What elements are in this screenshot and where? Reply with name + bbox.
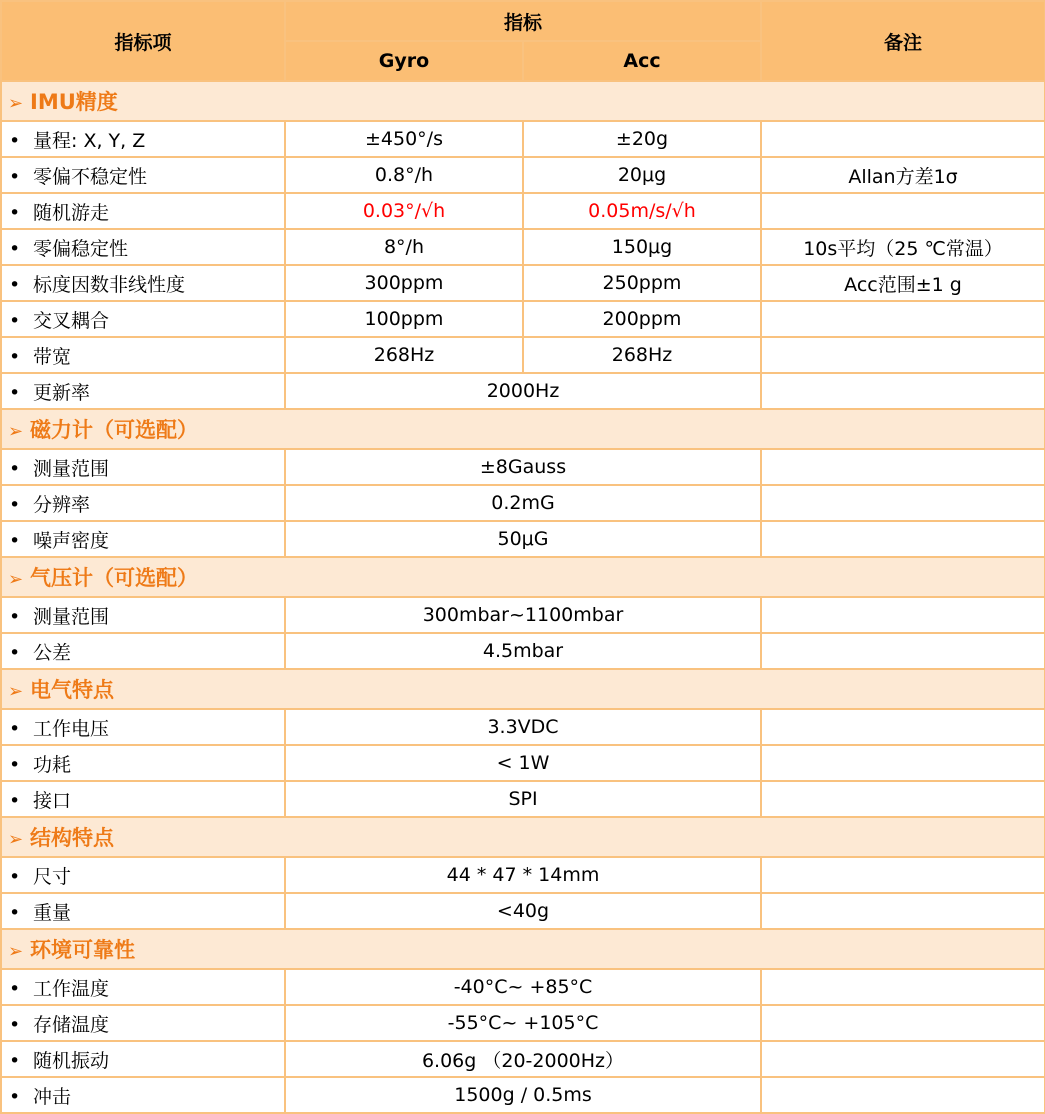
bullet-icon: • xyxy=(9,457,21,480)
table-row xyxy=(1,597,1045,633)
header-remark: 备注 xyxy=(761,1,1045,81)
row-name xyxy=(1,969,285,1005)
header-row-1 xyxy=(1,1,1045,41)
bullet-icon: • xyxy=(9,1013,21,1036)
row-label: 工作电压 xyxy=(33,717,110,740)
row-name xyxy=(1,301,285,337)
section-title: 磁力计（可选配） xyxy=(30,418,198,442)
row-name xyxy=(1,633,285,669)
merged-value: SPI xyxy=(285,781,761,817)
header-item: 指标项 xyxy=(1,1,285,81)
section-title-cell xyxy=(1,81,1045,121)
table-row xyxy=(1,521,1045,557)
row-name xyxy=(1,1041,285,1077)
bullet-icon: • xyxy=(9,753,21,776)
arrow-icon: ➢ xyxy=(8,569,24,590)
remark-value xyxy=(761,1077,1045,1113)
gyro-value: 300ppm xyxy=(285,265,523,301)
section-title-cell xyxy=(1,929,1045,969)
row-label: 零偏稳定性 xyxy=(33,237,129,260)
remark-value xyxy=(761,373,1045,409)
row-name xyxy=(1,265,285,301)
section-title-cell xyxy=(1,817,1045,857)
acc-value: 20μg xyxy=(523,157,761,193)
row-name xyxy=(1,709,285,745)
table-row xyxy=(1,485,1045,521)
bullet-icon: • xyxy=(9,493,21,516)
table-row xyxy=(1,337,1045,373)
row-label: 尺寸 xyxy=(33,865,72,888)
remark-value xyxy=(761,893,1045,929)
bullet-icon: • xyxy=(9,789,21,812)
table-row xyxy=(1,121,1045,157)
bullet-icon: • xyxy=(9,1049,21,1072)
gyro-value: 0.8°/h xyxy=(285,157,523,193)
remark-value xyxy=(761,633,1045,669)
acc-value: 0.05m/s/√h xyxy=(523,193,761,229)
row-label: 工作温度 xyxy=(33,977,110,1000)
header-acc: Acc xyxy=(523,41,761,81)
header-metric: 指标 xyxy=(285,1,761,41)
row-name xyxy=(1,121,285,157)
table-row xyxy=(1,1005,1045,1041)
row-name xyxy=(1,857,285,893)
merged-value: ±8Gauss xyxy=(285,449,761,485)
row-name xyxy=(1,193,285,229)
row-label: 标度因数非线性度 xyxy=(33,273,186,296)
row-label: 噪声密度 xyxy=(33,529,110,552)
row-label: 测量范围 xyxy=(33,605,110,628)
gyro-value: 0.03°/√h xyxy=(285,193,523,229)
merged-value: 3.3VDC xyxy=(285,709,761,745)
table-row xyxy=(1,157,1045,193)
row-label: 带宽 xyxy=(33,345,72,368)
remark-value xyxy=(761,337,1045,373)
bullet-icon: • xyxy=(9,273,21,296)
table-row xyxy=(1,449,1045,485)
bullet-icon: • xyxy=(9,165,21,188)
row-name xyxy=(1,337,285,373)
row-label: 功耗 xyxy=(33,753,72,776)
section-magnetometer xyxy=(1,409,1045,449)
row-label: 存储温度 xyxy=(33,1013,110,1036)
row-label: 更新率 xyxy=(33,381,91,404)
remark-value xyxy=(761,449,1045,485)
acc-value: 150μg xyxy=(523,229,761,265)
bullet-icon: • xyxy=(9,717,21,740)
remark-value xyxy=(761,521,1045,557)
row-label: 随机游走 xyxy=(33,201,110,224)
gyro-value: 100ppm xyxy=(285,301,523,337)
row-label: 随机振动 xyxy=(33,1049,110,1072)
row-label: 公差 xyxy=(33,641,72,664)
section-title-cell xyxy=(1,557,1045,597)
arrow-icon: ➢ xyxy=(8,421,24,442)
remark-value xyxy=(761,1005,1045,1041)
gyro-value: ±450°/s xyxy=(285,121,523,157)
bullet-icon: • xyxy=(9,605,21,628)
row-name xyxy=(1,893,285,929)
header-gyro: Gyro xyxy=(285,41,523,81)
bullet-icon: • xyxy=(9,345,21,368)
merged-value: <40g xyxy=(285,893,761,929)
remark-value: Acc范围±1 g xyxy=(761,265,1045,301)
merged-value: 6.06g （20-2000Hz） xyxy=(285,1041,761,1077)
table-row xyxy=(1,1041,1045,1077)
section-title: 电气特点 xyxy=(30,678,114,702)
remark-value xyxy=(761,301,1045,337)
remark-value xyxy=(761,781,1045,817)
remark-value xyxy=(761,485,1045,521)
remark-value xyxy=(761,969,1045,1005)
bullet-icon: • xyxy=(9,977,21,1000)
section-title-cell xyxy=(1,409,1045,449)
gyro-value: 8°/h xyxy=(285,229,523,265)
remark-value: 10s平均（25 ℃常温） xyxy=(761,229,1045,265)
arrow-icon: ➢ xyxy=(8,829,24,850)
row-name xyxy=(1,745,285,781)
merged-value: 1500g / 0.5ms xyxy=(285,1077,761,1113)
remark-value xyxy=(761,597,1045,633)
merged-value: 50μG xyxy=(285,521,761,557)
acc-value: ±20g xyxy=(523,121,761,157)
gyro-value: 268Hz xyxy=(285,337,523,373)
table-row xyxy=(1,709,1045,745)
section-structural xyxy=(1,817,1045,857)
remark-value xyxy=(761,121,1045,157)
row-name xyxy=(1,1005,285,1041)
table-row xyxy=(1,229,1045,265)
section-imu xyxy=(1,81,1045,121)
bullet-icon: • xyxy=(9,201,21,224)
row-name xyxy=(1,157,285,193)
bullet-icon: • xyxy=(9,529,21,552)
table-row xyxy=(1,265,1045,301)
merged-value: 2000Hz xyxy=(285,373,761,409)
section-barometer xyxy=(1,557,1045,597)
bullet-icon: • xyxy=(9,309,21,332)
section-title: IMU精度 xyxy=(30,90,118,114)
bullet-icon: • xyxy=(9,129,21,152)
row-name xyxy=(1,229,285,265)
remark-value: Allan方差1σ xyxy=(761,157,1045,193)
table-row xyxy=(1,857,1045,893)
row-name xyxy=(1,1077,285,1113)
table-row xyxy=(1,301,1045,337)
arrow-icon: ➢ xyxy=(8,93,24,114)
row-name xyxy=(1,373,285,409)
table-row xyxy=(1,781,1045,817)
bullet-icon: • xyxy=(9,381,21,404)
merged-value: -40°C~ +85°C xyxy=(285,969,761,1005)
row-name xyxy=(1,485,285,521)
row-label: 冲击 xyxy=(33,1085,72,1108)
row-label: 重量 xyxy=(33,901,72,924)
merged-value: 300mbar~1100mbar xyxy=(285,597,761,633)
row-label: 量程: X, Y, Z xyxy=(33,129,146,152)
arrow-icon: ➢ xyxy=(8,941,24,962)
section-environment xyxy=(1,929,1045,969)
bullet-icon: • xyxy=(9,901,21,924)
acc-value: 268Hz xyxy=(523,337,761,373)
section-title: 气压计（可选配） xyxy=(30,566,198,590)
merged-value: 44 * 47 * 14mm xyxy=(285,857,761,893)
remark-value xyxy=(761,745,1045,781)
acc-value: 200ppm xyxy=(523,301,761,337)
section-electrical xyxy=(1,669,1045,709)
row-label: 零偏不稳定性 xyxy=(33,165,148,188)
bullet-icon: • xyxy=(9,865,21,888)
merged-value: -55°C~ +105°C xyxy=(285,1005,761,1041)
merged-value: 4.5mbar xyxy=(285,633,761,669)
bullet-icon: • xyxy=(9,237,21,260)
row-name xyxy=(1,449,285,485)
row-name xyxy=(1,597,285,633)
section-title: 环境可靠性 xyxy=(30,938,135,962)
arrow-icon: ➢ xyxy=(8,681,24,702)
row-label: 交叉耦合 xyxy=(33,309,110,332)
table-row xyxy=(1,373,1045,409)
section-title: 结构特点 xyxy=(30,826,114,850)
merged-value: < 1W xyxy=(285,745,761,781)
row-label: 测量范围 xyxy=(33,457,110,480)
bullet-icon: • xyxy=(9,1085,21,1108)
table-row xyxy=(1,893,1045,929)
table-row xyxy=(1,1077,1045,1113)
remark-value xyxy=(761,857,1045,893)
row-name xyxy=(1,781,285,817)
row-label: 分辨率 xyxy=(33,493,91,516)
remark-value xyxy=(761,193,1045,229)
remark-value xyxy=(761,709,1045,745)
remark-value xyxy=(761,1041,1045,1077)
row-label: 接口 xyxy=(33,789,72,812)
row-name xyxy=(1,521,285,557)
table-row xyxy=(1,633,1045,669)
bullet-icon: • xyxy=(9,641,21,664)
table-row xyxy=(1,969,1045,1005)
merged-value: 0.2mG xyxy=(285,485,761,521)
table-row xyxy=(1,193,1045,229)
section-title-cell xyxy=(1,669,1045,709)
acc-value: 250ppm xyxy=(523,265,761,301)
table-row xyxy=(1,745,1045,781)
